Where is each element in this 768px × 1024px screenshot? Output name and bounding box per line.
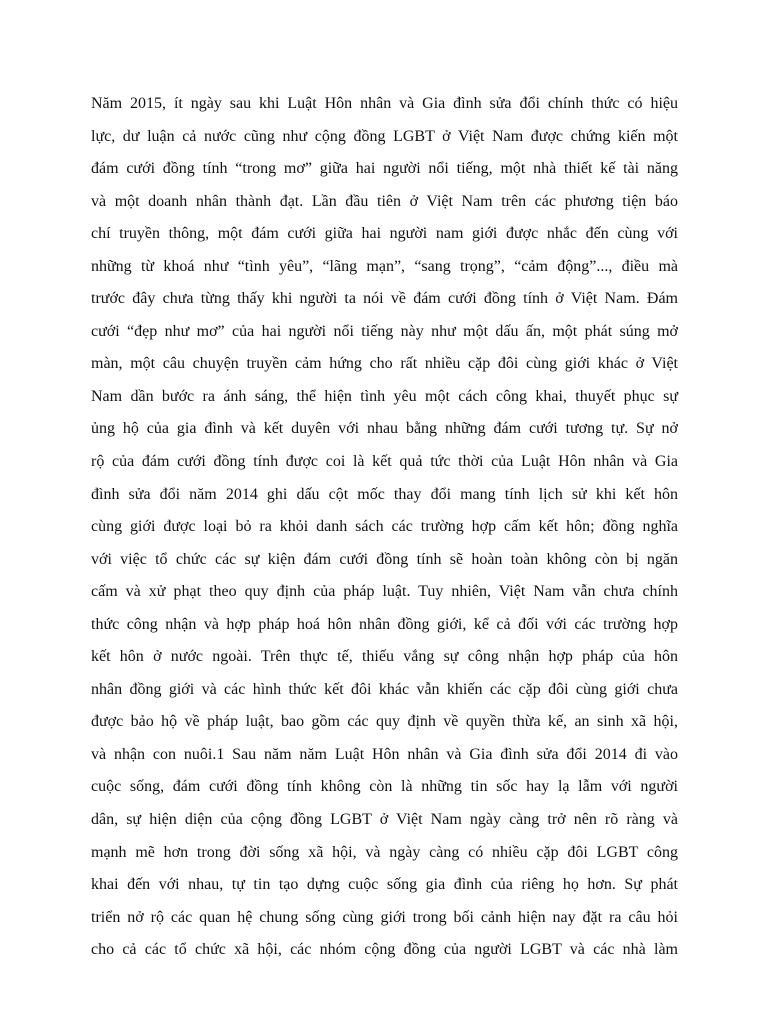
text-line: Nam dần bước ra ánh sáng, thể hiện tình yêu một cách công khai, thuyết phục sự — [91, 387, 678, 405]
text-line: nhân đồng giới và các hình thức kết đôi khác vẫn khiến các cặp đôi cùng giới chưa — [91, 680, 678, 698]
text-line: thức công nhận và hợp pháp hoá hôn nhân đồng giới, kể cả đối với các trường hợp — [91, 615, 678, 633]
text-line: chí truyền thông, một đám cưới giữa hai người nam giới được nhắc đến cùng với — [91, 225, 678, 243]
text-line: trước đây chưa từng thấy khi người ta nói về đám cưới đồng tính ở Việt Nam. Đám — [91, 290, 678, 308]
text-line: những từ khoá như “tình yêu”, “lãng mạn”, “sang trọng”, “cảm động”..., điều mà — [91, 257, 678, 275]
text-line: được bảo hộ về pháp luật, bao gồm các quy định về quyền thừa kế, an sinh xã hội, — [91, 713, 678, 731]
body-paragraph — [91, 88, 678, 967]
text-line: triển nở rộ các quan hệ chung sống cùng giới trong bối cảnh hiện nay đặt ra câu hỏi — [91, 908, 678, 926]
text-line: với việc tổ chức các sự kiện đám cưới đồng tính sẽ hoàn toàn không còn bị ngăn — [91, 550, 678, 568]
text-line: cùng giới được loại bỏ ra khỏi danh sách các trường hợp cấm kết hôn; đồng nghĩa — [91, 518, 678, 536]
text-line: màn, một câu chuyện truyền cảm hứng cho rất nhiều cặp đôi cùng giới khác ở Việt — [91, 355, 678, 373]
text-line: ủng hộ của gia đình và kết duyên với nhau bằng những đám cưới tương tự. Sự nở — [91, 420, 678, 438]
text-line: cho cả các tổ chức xã hội, các nhóm cộng đồng của người LGBT và các nhà làm — [91, 941, 678, 959]
text-line: mạnh mẽ hơn trong đời sống xã hội, và ngày càng có nhiều cặp đôi LGBT công — [91, 843, 678, 861]
text-line: cưới “đẹp như mơ” của hai người nổi tiếng này như một dấu ấn, một phát súng mở — [91, 322, 678, 340]
text-line: và một doanh nhân thành đạt. Lần đầu tiên ở Việt Nam trên các phương tiện báo — [91, 192, 678, 210]
text-line: cuộc sống, đám cưới đồng tính không còn là những tin sốc hay lạ lẫm với người — [91, 778, 678, 796]
text-line: rộ của đám cưới đồng tính được coi là kết quả tức thời của Luật Hôn nhân và Gia — [91, 453, 678, 471]
text-line: Năm 2015, ít ngày sau khi Luật Hôn nhân và Gia đình sửa đổi chính thức có hiệu — [91, 95, 678, 112]
text-line: kết hôn ở nước ngoài. Trên thực tế, thiếu vắng sự công nhận hợp pháp của hôn — [91, 648, 678, 666]
text-line: dân, sự hiện diện của cộng đồng LGBT ở Việt Nam ngày càng trở nên rõ ràng và — [91, 811, 678, 829]
text-line: đám cưới đồng tính “trong mơ” giữa hai người nổi tiếng, một nhà thiết kế tài năng — [91, 160, 678, 178]
text-line: và nhận con nuôi.1 Sau năm năm Luật Hôn nhân và Gia đình sửa đổi 2014 đi vào — [91, 745, 678, 763]
text-line: đình sửa đổi năm 2014 ghi dấu cột mốc thay đổi mang tính lịch sử khi kết hôn — [91, 485, 678, 503]
text-line: cấm và xử phạt theo quy định của pháp luật. Tuy nhiên, Việt Nam vẫn chưa chính — [91, 583, 678, 601]
text-line: lực, dư luận cả nước cũng như cộng đồng LGBT ở Việt Nam được chứng kiến một — [91, 127, 678, 145]
text-line: khai đến với nhau, tự tin tạo dựng cuộc sống gia đình của riêng họ hơn. Sự phát — [91, 876, 678, 894]
